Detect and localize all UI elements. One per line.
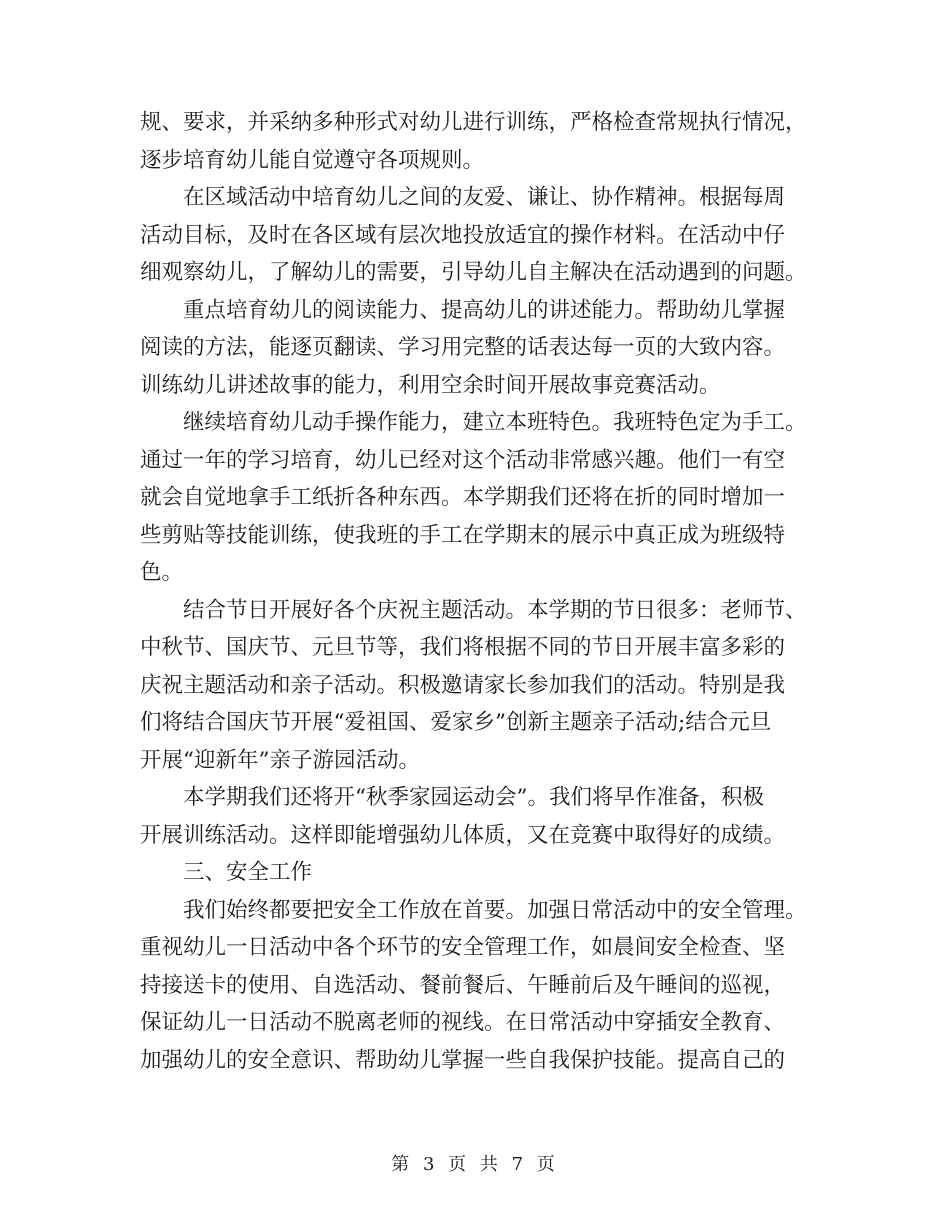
text-line: 们将结合国庆节开展“爱祖国、爱家乡”创新主题亲子活动;结合元旦 bbox=[140, 710, 772, 735]
text-line: 开展“迎新年”亲子游园活动。 bbox=[140, 747, 420, 773]
text-line: 中秋节、国庆节、元旦节等，我们将根据不同的节日开展丰富多彩的 bbox=[140, 635, 786, 660]
paragraph-start-line: 本学期我们还将开“秋季家园运动会”。我们将早作准备，积极 bbox=[183, 785, 764, 810]
paragraph-start-line: 在区域活动中培育幼儿之间的友爱、谦让、协作精神。根据每周 bbox=[183, 185, 786, 210]
text-line: 加强幼儿的安全意识、帮助幼儿掌握一些自我保护技能。提高自己的 bbox=[140, 1047, 786, 1073]
text-line: 规、要求，并采纳多种形式对幼儿进行训练，严格检查常规执行情况， bbox=[140, 110, 807, 135]
text-line: 庆祝主题活动和亲子活动。积极邀请家长参加我们的活动。特别是我 bbox=[140, 672, 786, 698]
text-line: 开展训练活动。这样即能增强幼儿体质，又在竞赛中取得好的成绩。 bbox=[140, 822, 786, 848]
text-line: 逐步培育幼儿能自觉遵守各项规则。 bbox=[140, 147, 485, 173]
text-line: 细观察幼儿，了解幼儿的需要，引导幼儿自主解决在活动遇到的问题。 bbox=[140, 260, 807, 285]
page-number: 第 3 页 共 7 页 bbox=[391, 1154, 559, 1175]
paragraph-start-line: 重点培育幼儿的阅读能力、提高幼儿的讲述能力。帮助幼儿掌握 bbox=[183, 297, 786, 323]
text-line: 保证幼儿一日活动不脱离老师的视线。在日常活动中穿插安全教育、 bbox=[140, 1010, 786, 1035]
text-line: 训练幼儿讲述故事的能力，利用空余时间开展故事竞赛活动。 bbox=[140, 372, 721, 398]
body-text bbox=[140, 104, 820, 1079]
paragraph-start-line: 我们始终都要把安全工作放在首要。加强日常活动中的安全管理。 bbox=[183, 897, 807, 923]
text-line: 阅读的方法，能逐页翻读、学习用完整的话表达每一页的大致内容。 bbox=[140, 335, 786, 360]
text-line: 通过一年的学习培育，幼儿已经对这个活动非常感兴趣。他们一有空 bbox=[140, 447, 786, 473]
section-heading: 三、安全工作 bbox=[183, 860, 313, 885]
text-line: 色。 bbox=[140, 560, 184, 585]
paragraph-start-line: 继续培育幼儿动手操作能力，建立本班特色。我班特色定为手工。 bbox=[183, 410, 807, 435]
text-line: 重视幼儿一日活动中各个环节的安全管理工作，如晨间安全检查、坚 bbox=[140, 935, 786, 960]
text-line: 些剪贴等技能训练，使我班的手工在学期末的展示中真正成为班级特 bbox=[140, 522, 786, 548]
text-line: 就会自觉地拿手工纸折各种东西。本学期我们还将在折的同时增加一 bbox=[140, 485, 786, 510]
text-line: 持接送卡的使用、自选活动、餐前餐后、午睡前后及午睡间的巡视， bbox=[140, 972, 786, 998]
paragraph-start-line: 结合节日开展好各个庆祝主题活动。本学期的节日很多：老师节、 bbox=[183, 597, 807, 623]
text-line: 活动目标，及时在各区域有层次地投放适宜的操作材料。在活动中仔 bbox=[140, 222, 786, 248]
